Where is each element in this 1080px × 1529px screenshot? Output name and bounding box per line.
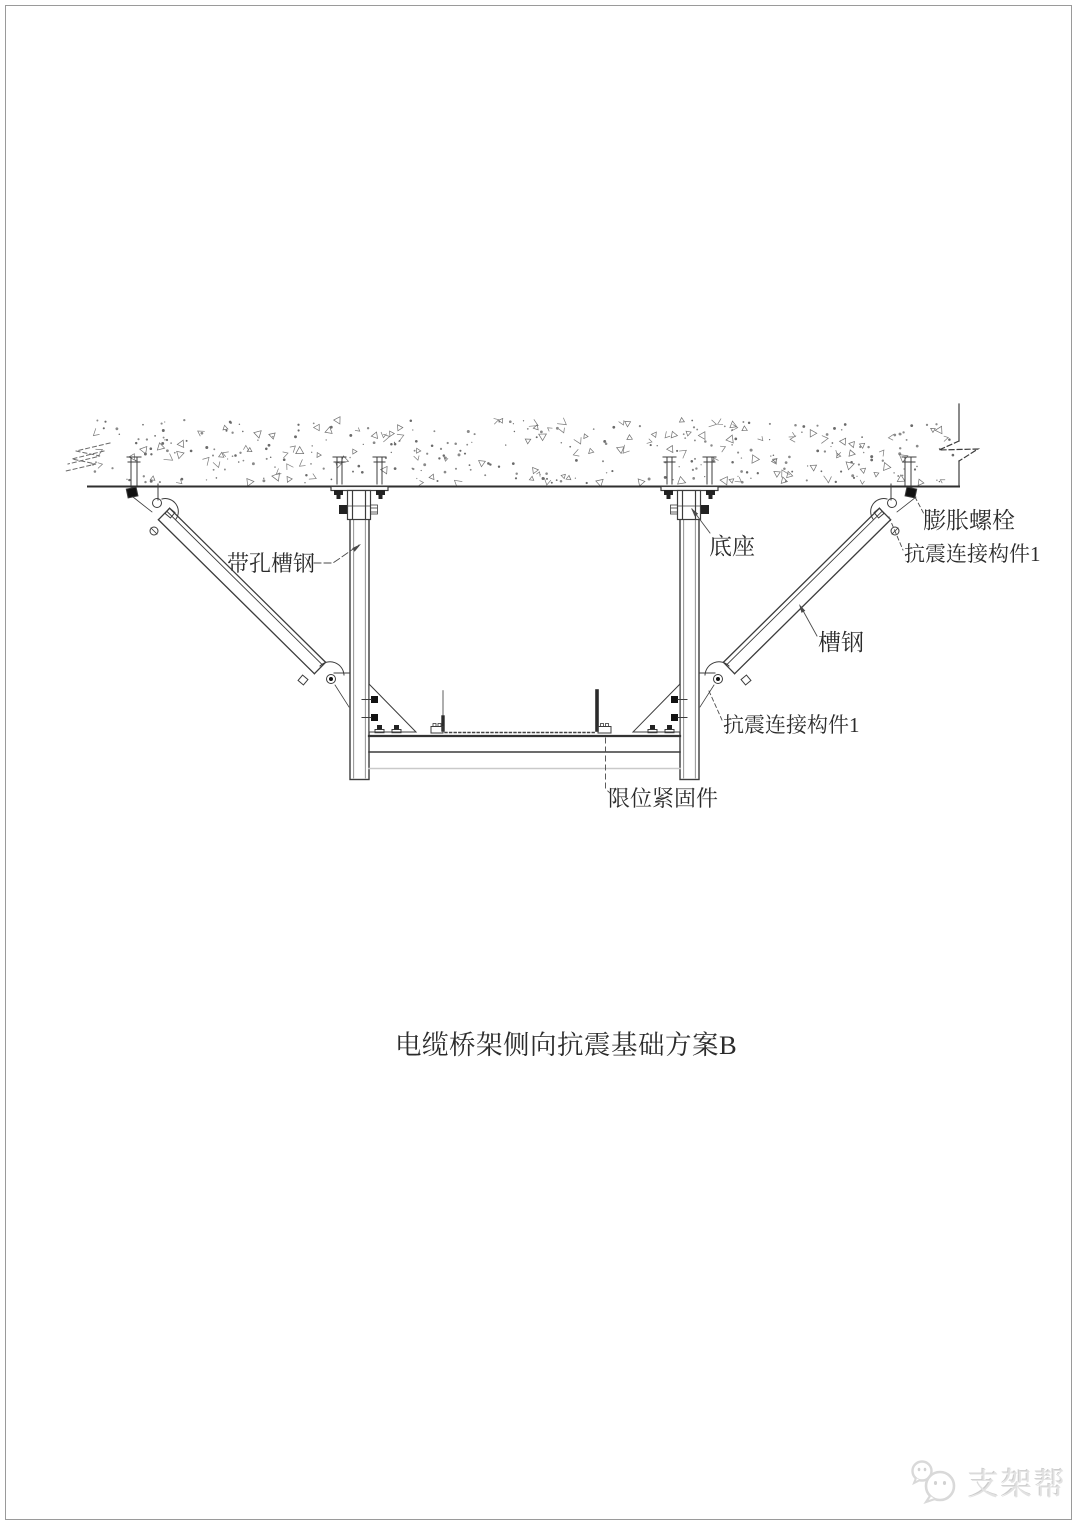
label-perforated-channel: 带孔槽钢: [227, 551, 316, 576]
left-tray-gusset: [362, 684, 416, 733]
concrete-slab: [66, 404, 978, 487]
left-diagonal-brace: [133, 484, 350, 707]
expansion-bolts-right-post: [663, 457, 716, 484]
left-brace-bottom-hinge: [298, 662, 350, 707]
left-base-seat: [331, 487, 388, 520]
annotations: [227, 497, 1041, 811]
right-tray-gusset: [633, 684, 687, 733]
label-base-seat: 底座: [709, 534, 755, 559]
right-diagonal-brace: [699, 484, 916, 707]
cable-tray: [369, 733, 680, 769]
label-seismic-connector-bottom: 抗震连接构件1: [723, 713, 860, 737]
label-channel-steel: 槽钢: [818, 630, 864, 655]
limit-fastener-pin-right: [597, 691, 611, 733]
right-brace-bottom-hinge: [699, 662, 751, 707]
expansion-bolt-left-brace: [126, 457, 141, 498]
label-expansion-bolt: 膨胀螺栓: [923, 508, 1015, 533]
concrete-stipple-texture: [91, 417, 954, 488]
left-brace-top-hinge: [133, 484, 178, 535]
embedded-anchor-bolts: [126, 457, 916, 498]
limit-fastener-pin-left: [431, 691, 443, 733]
expansion-bolts-left-post: [333, 457, 386, 484]
left-break-symbol-icon: [66, 443, 110, 471]
right-break-symbol-icon: [939, 404, 978, 486]
drawing-title: 电缆桥架侧向抗震基础方案B: [395, 1030, 738, 1060]
right-base-seat: [661, 487, 718, 520]
label-seismic-connector-top: 抗震连接构件1: [904, 542, 1041, 566]
expansion-bolt-right-brace: [902, 457, 917, 498]
watermark-text: 支架帮: [968, 1466, 1067, 1502]
watermark: [908, 1458, 1067, 1504]
wechat-bubbles-logo-icon: [908, 1458, 962, 1504]
left-post-perforated-channel: [350, 491, 369, 780]
label-limit-fastener: 限位紧固件: [608, 786, 719, 811]
right-post-perforated-channel: [680, 491, 699, 780]
